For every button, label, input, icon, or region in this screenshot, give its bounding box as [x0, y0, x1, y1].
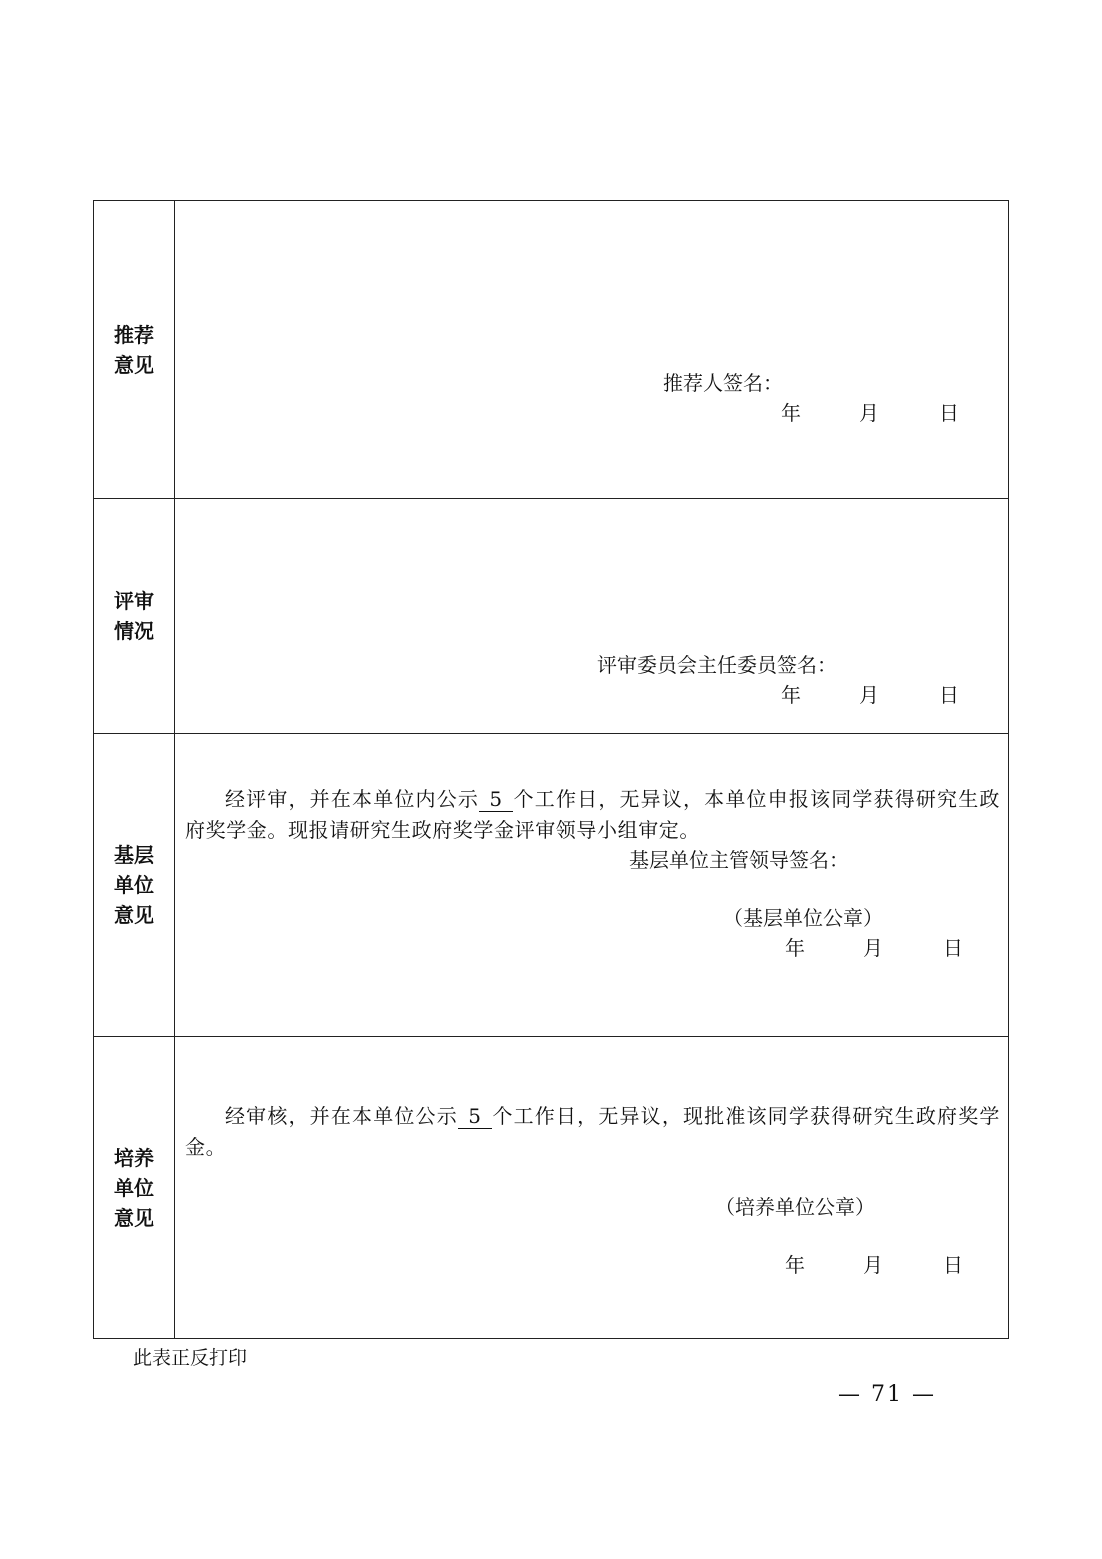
table-row — [94, 734, 1009, 1037]
scholarship-form-table — [93, 200, 1009, 1339]
page-number: — 71 — — [838, 1382, 936, 1407]
unit-seal-label: （基层单位公章） — [723, 906, 883, 930]
unit-opinion-date: 年 月 日 — [785, 936, 963, 960]
table-row — [94, 201, 1009, 499]
training-unit-seal-label: （培养单位公章） — [715, 1195, 875, 1219]
training-unit-opinion-content[interactable] — [175, 1037, 1009, 1339]
recommendation-date: 年 月 日 — [781, 401, 959, 425]
publicity-days-blank: 5 — [479, 787, 513, 812]
unit-opinion-content[interactable] — [175, 734, 1009, 1037]
training-unit-paragraph: 经审核，并在本单位公示 5 个工作日，无异议，现批准该同学获得研究生政府奖学金。 — [185, 1104, 1000, 1159]
review-content[interactable] — [175, 499, 1009, 734]
print-note: 此表正反打印 — [133, 1347, 248, 1369]
review-date: 年 月 日 — [781, 683, 959, 707]
table-row — [94, 1037, 1009, 1339]
unit-leader-signature-label: 基层单位主管领导签名： — [629, 848, 849, 872]
recommendation-label: 推荐 意见 — [94, 201, 175, 499]
unit-opinion-paragraph: 经评审，并在本单位内公示 5 个工作日，无异议，本单位申报该同学获得研究生政府奖学金。现报请研究生政府奖学金评审领导小组审定。 — [185, 787, 1000, 842]
training-unit-opinion-label: 培养 单位 意见 — [94, 1037, 175, 1339]
training-unit-date: 年 月 日 — [785, 1253, 963, 1277]
review-label: 评审 情况 — [94, 499, 175, 734]
table-row — [94, 499, 1009, 734]
committee-chair-signature-label: 评审委员会主任委员签名： — [597, 653, 837, 677]
approval-days-blank: 5 — [458, 1104, 492, 1129]
recommender-signature-label: 推荐人签名： — [663, 371, 783, 395]
unit-opinion-label: 基层 单位 意见 — [94, 734, 175, 1037]
recommendation-content[interactable] — [175, 201, 1009, 499]
